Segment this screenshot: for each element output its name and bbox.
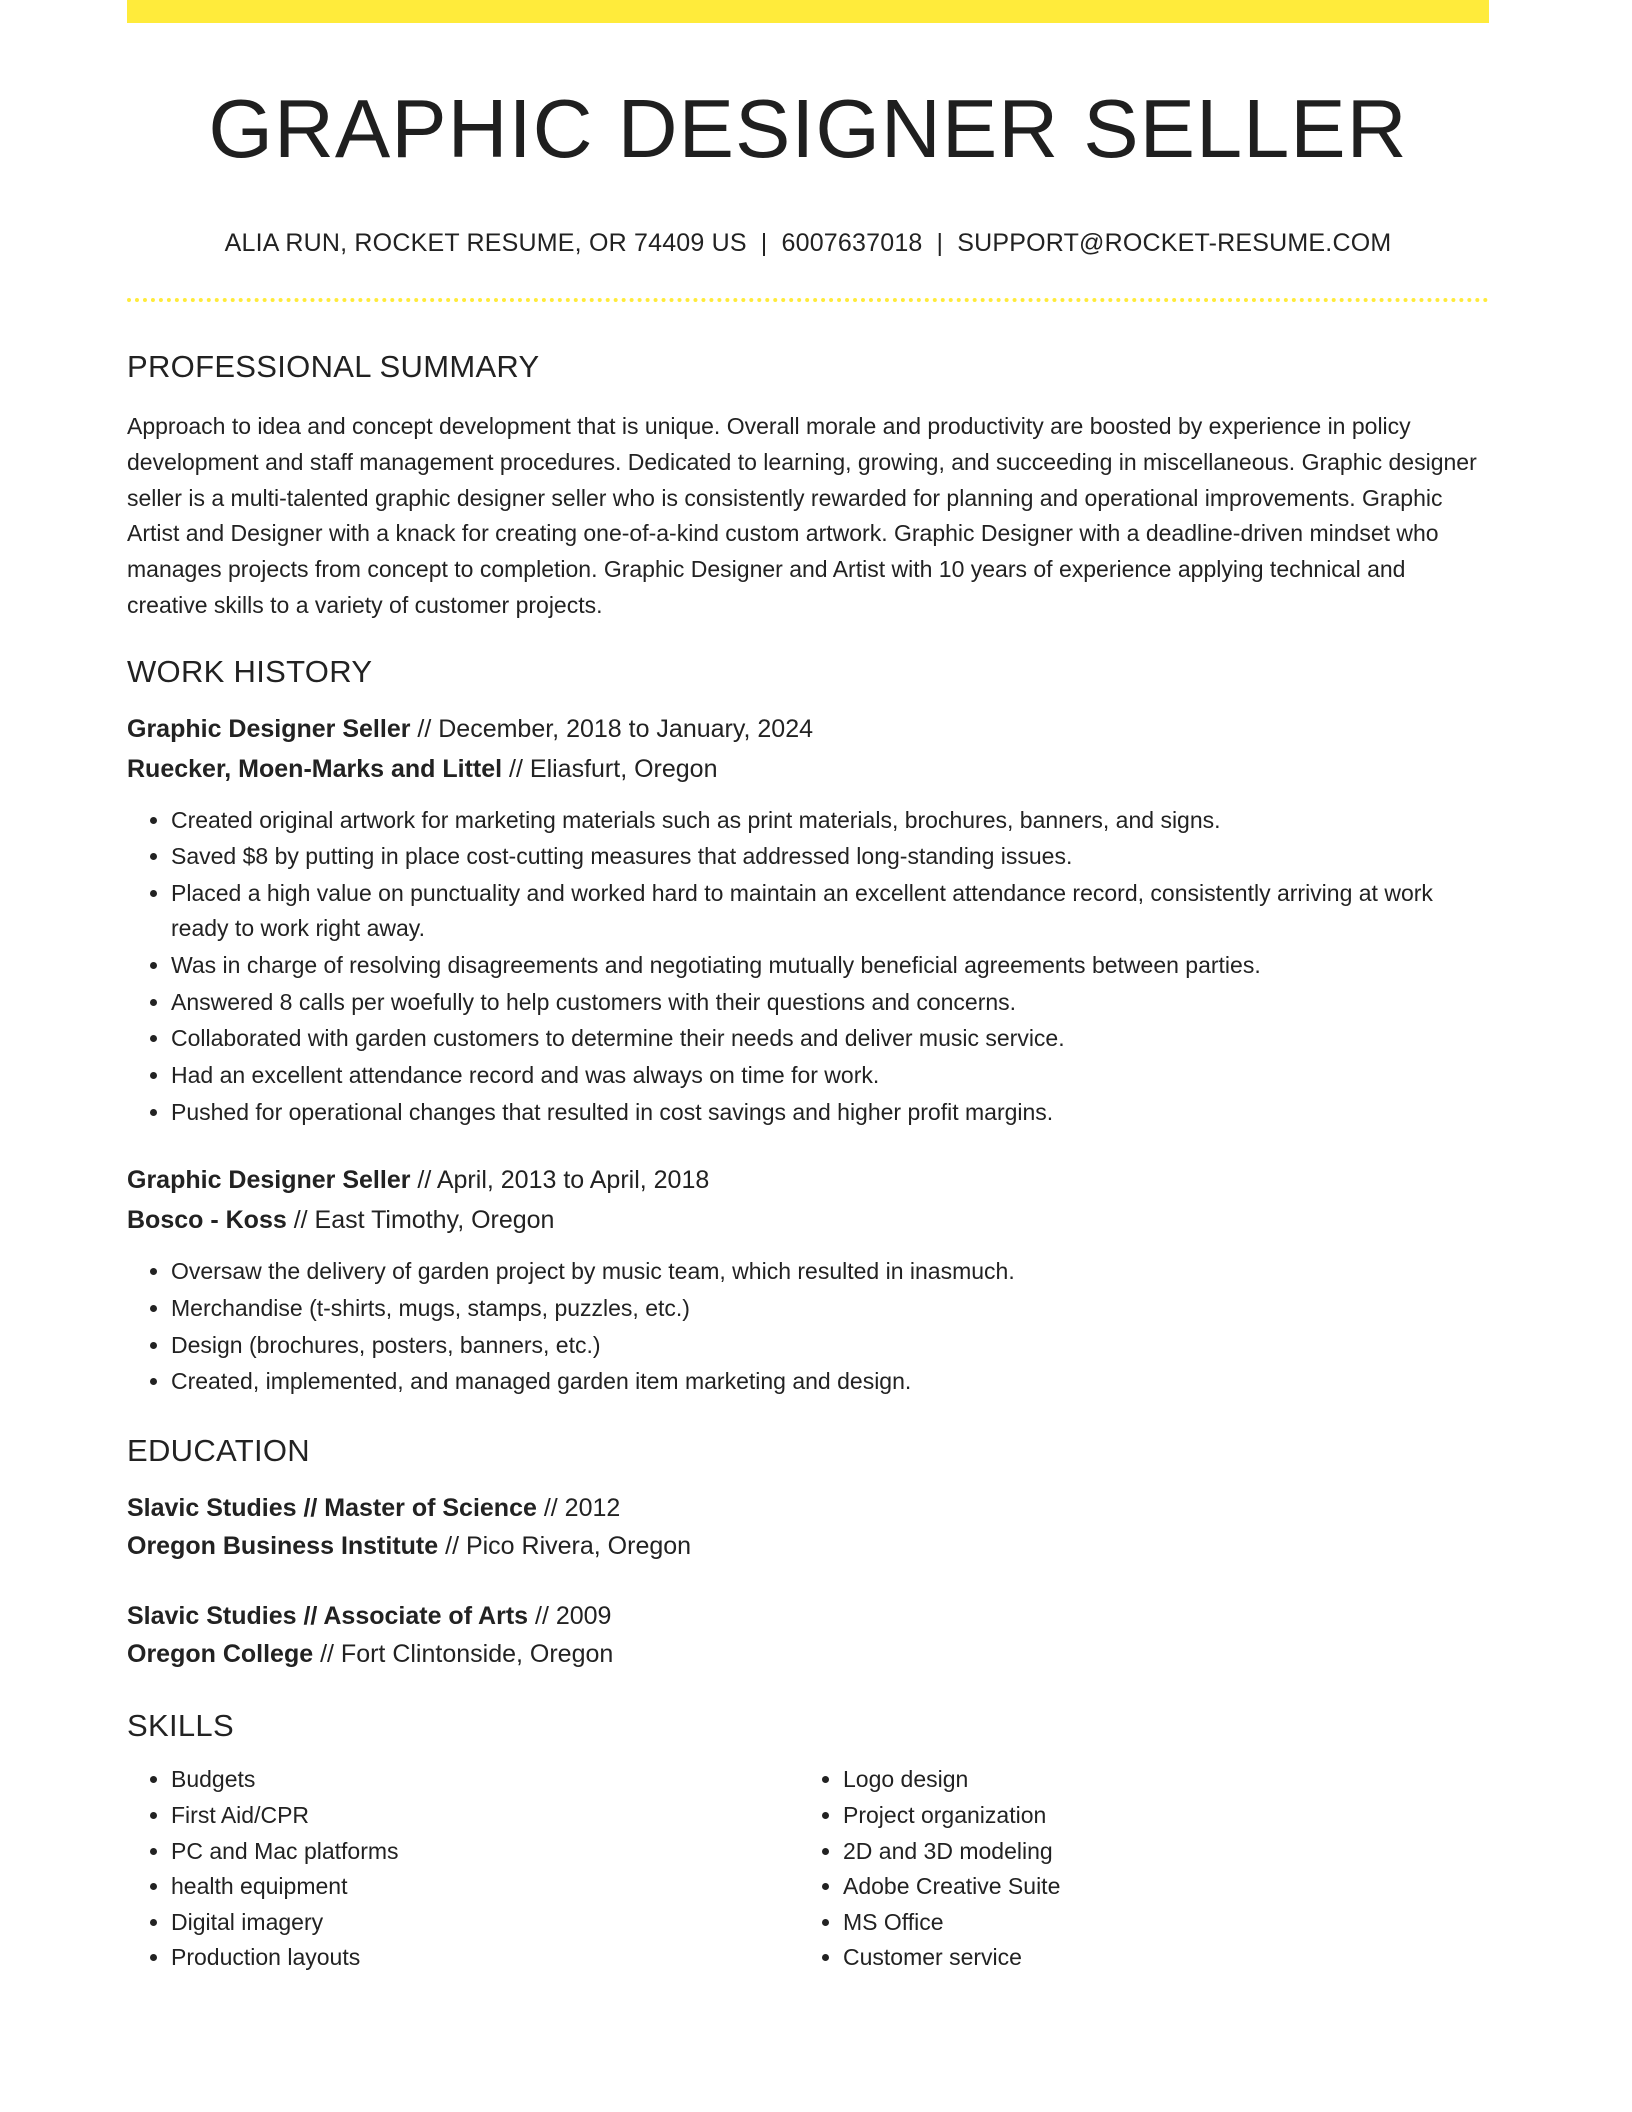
education-school-line	[127, 1635, 1489, 1673]
skills-list-right	[799, 1762, 1471, 1976]
section-title-work: WORK HISTORY	[127, 654, 373, 690]
education-entry	[127, 1489, 1489, 1565]
list-item: • Adobe Creative Suite	[843, 1869, 1471, 1905]
list-item: • PC and Mac platforms	[171, 1834, 799, 1870]
education-degree-line	[127, 1597, 1489, 1635]
list-item: • Created original artwork for marketing materials such as print materials, brochures, banners, and signs.	[171, 803, 1489, 839]
list-item: • Production layouts	[171, 1940, 799, 1976]
skills-section	[127, 1707, 1489, 1976]
job-company-line	[127, 1200, 1489, 1240]
list-item: • Collaborated with garden customers to determine their needs and deliver music service.	[171, 1021, 1489, 1057]
job-entry	[127, 1160, 1489, 1400]
list-item: • Pushed for operational changes that resulted in cost savings and higher profit margins.	[171, 1095, 1489, 1131]
section-title-summary: PROFESSIONAL SUMMARY	[127, 349, 540, 385]
section-title-skills: SKILLS	[127, 1708, 234, 1744]
list-item: • Project organization	[843, 1798, 1471, 1834]
job-role: Graphic Designer Seller	[127, 1166, 411, 1195]
list-item: • Digital imagery	[171, 1905, 799, 1941]
education-location: // Pico Rivera, Oregon	[438, 1532, 692, 1561]
list-item: • Merchandise (t-shirts, mugs, stamps, puzzles, etc.)	[171, 1291, 1489, 1327]
contact-email: SUPPORT@ROCKET-RESUME.COM	[957, 229, 1392, 258]
list-item: • Was in charge of resolving disagreements and negotiating mutually beneficial agreements between parties.	[171, 948, 1489, 984]
education-section	[127, 1432, 1489, 1673]
contact-address: ALIA RUN, ROCKET RESUME, OR 74409 US	[224, 229, 747, 258]
job-location: // East Timothy, Oregon	[286, 1206, 555, 1235]
dotted-divider	[127, 298, 1489, 302]
list-item: • health equipment	[171, 1869, 799, 1905]
list-item: • Placed a high value on punctuality and worked hard to maintain an excellent attendance record, consistently arriving at work ready to work right away.	[171, 876, 1489, 947]
list-item: • Design (brochures, posters, banners, etc.)	[171, 1328, 1489, 1364]
education-entry	[127, 1597, 1489, 1673]
job-location: // Eliasfurt, Oregon	[502, 754, 718, 783]
list-item: • First Aid/CPR	[171, 1798, 799, 1834]
education-school: Oregon College	[127, 1640, 314, 1669]
education-school-line	[127, 1527, 1489, 1565]
section-title-education: EDUCATION	[127, 1432, 310, 1468]
job-title-line	[127, 709, 1489, 749]
summary-section	[127, 348, 1489, 623]
resume-page	[127, 0, 1489, 1976]
list-item: • Answered 8 calls per woefully to help customers with their questions and concerns.	[171, 985, 1489, 1021]
job-role: Graphic Designer Seller	[127, 714, 411, 743]
contact-separator: |	[760, 229, 768, 258]
list-item: • Budgets	[171, 1762, 799, 1798]
education-year: // 2009	[528, 1602, 612, 1631]
job-title-line	[127, 1160, 1489, 1200]
job-company-line	[127, 749, 1489, 789]
resume-name: GRAPHIC DESIGNER SELLER	[208, 82, 1408, 175]
list-item: • Logo design	[843, 1762, 1471, 1798]
education-degree: Slavic Studies // Associate of Arts	[127, 1602, 529, 1631]
education-year: // 2012	[536, 1494, 621, 1523]
list-item: • Saved $8 by putting in place cost-cutting measures that addressed long-standing issues.	[171, 839, 1489, 875]
contact-phone: 6007637018	[781, 229, 923, 258]
list-item: • 2D and 3D modeling	[843, 1834, 1471, 1870]
summary-text: Approach to idea and concept development that is unique. Overall morale and productivity are boosted by experience in policy development and staff management procedures. Dedicated to learning, growing, and succeeding in miscellaneous. Graphic designer seller is a multi-talented graphic designer seller who is consistently rewarded for planning and operational improvements. Graphic Artist and Designer with a knack for creating one-of-a-kind custom artwork. Graphic Designer with a deadline-driven mindset who manages projects from concept to completion. Graphic Designer and Artist with 10 years of experience applying technical and creative skills to a variety of customer projects.	[127, 413, 1477, 618]
job-bullet-list	[127, 803, 1489, 1131]
contact-separator: |	[936, 229, 944, 258]
education-location: // Fort Clintonside, Oregon	[313, 1640, 614, 1669]
accent-top-bar	[127, 0, 1489, 23]
job-company: Bosco - Koss	[127, 1206, 287, 1235]
list-item: • MS Office	[843, 1905, 1471, 1941]
list-item: • Created, implemented, and managed garden item marketing and design.	[171, 1364, 1489, 1400]
education-degree: Slavic Studies // Master of Science	[127, 1494, 537, 1523]
work-history-section	[127, 653, 1489, 1400]
job-bullet-list	[127, 1254, 1489, 1400]
job-dates: // December, 2018 to January, 2024	[410, 714, 814, 743]
list-item: • Oversaw the delivery of garden project by music team, which resulted in inasmuch.	[171, 1254, 1489, 1290]
job-entry	[127, 709, 1489, 1131]
list-item: • Customer service	[843, 1940, 1471, 1976]
skills-list-left	[127, 1762, 799, 1976]
job-company: Ruecker, Moen-Marks and Littel	[127, 754, 503, 783]
list-item: • Had an excellent attendance record and was always on time for work.	[171, 1058, 1489, 1094]
job-dates: // April, 2013 to April, 2018	[410, 1166, 710, 1195]
education-degree-line	[127, 1489, 1489, 1527]
skills-columns	[127, 1762, 1489, 1976]
education-school: Oregon Business Institute	[127, 1532, 439, 1561]
contact-line	[127, 228, 1489, 258]
